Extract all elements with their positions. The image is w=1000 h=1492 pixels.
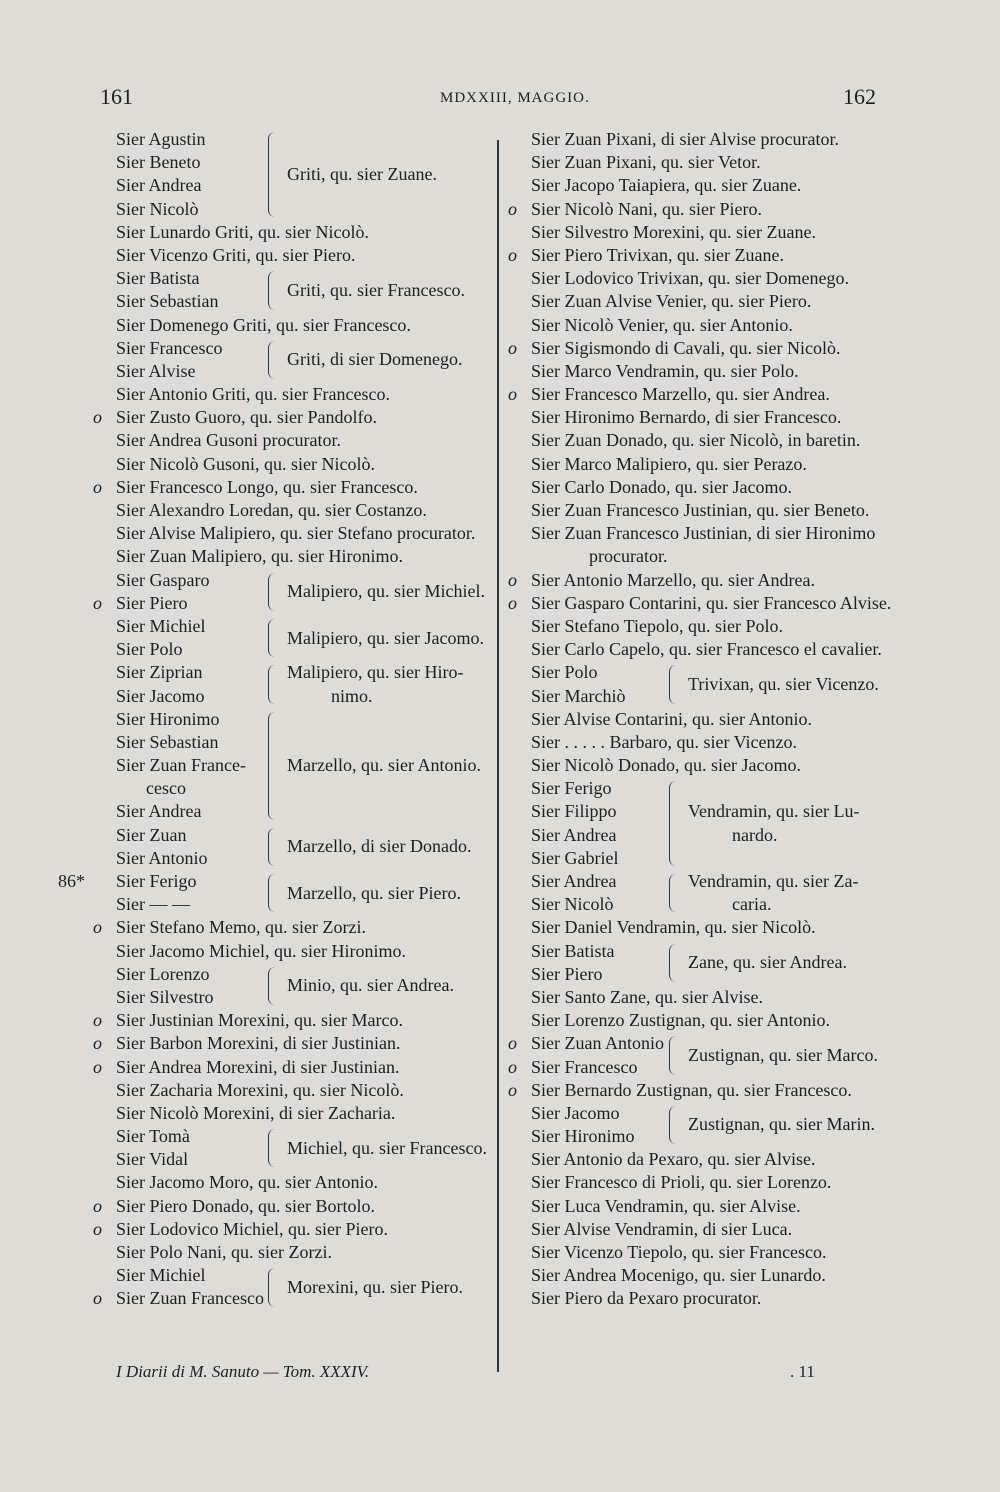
group-name: Sier Michiel bbox=[116, 615, 206, 636]
brace-text bbox=[281, 661, 463, 707]
group-name: Sier Batista bbox=[531, 940, 615, 961]
group-name: Sier Tomà bbox=[116, 1126, 190, 1147]
group-name: Sier Batista bbox=[116, 268, 200, 289]
entry-line: Sier Barbon Morexini, di sier Justinian. o bbox=[116, 1032, 496, 1055]
entry-marker: o bbox=[93, 1010, 102, 1031]
entry-line: Sier Vicenzo Griti, qu. sier Piero. bbox=[116, 244, 356, 265]
entry-line: Sier Marco Malipiero, qu. sier Perazo. bbox=[531, 453, 807, 474]
entry-line: Sier Lorenzo Zustignan, qu. sier Antonio. bbox=[531, 1010, 830, 1031]
group-name: Sier Piero bbox=[116, 592, 188, 613]
group-name: Sier Hironimo bbox=[531, 1126, 635, 1147]
entry-line: Sier Francesco Marzello, qu. sier Andrea. o bbox=[531, 383, 931, 406]
entry-group bbox=[531, 940, 931, 986]
brace-text: Griti, qu. sier Francesco. bbox=[287, 279, 465, 300]
group-name: Sier Vidal bbox=[116, 1149, 189, 1170]
brace-icon bbox=[268, 874, 281, 912]
brace-text bbox=[682, 800, 859, 846]
entry-line: Sier Jacomo Michiel, qu. sier Hironimo. bbox=[116, 940, 406, 961]
brace-text: Malipiero, qu. sier Michiel. bbox=[287, 581, 485, 602]
page-header bbox=[0, 84, 1000, 120]
brace-icon bbox=[268, 967, 281, 1005]
brace-icon bbox=[268, 1268, 281, 1306]
brace-icon bbox=[268, 271, 281, 309]
entry-line: Sier Alvise Vendramin, di sier Luca. bbox=[531, 1218, 793, 1239]
entry-line: Sier Zusto Guoro, qu. sier Pandolfo. o bbox=[116, 406, 496, 429]
entry-line: Sier Andrea Mocenigo, qu. sier Lunardo. bbox=[531, 1265, 826, 1286]
brace-icon bbox=[669, 1106, 682, 1144]
entry-group bbox=[531, 870, 931, 916]
group-name: Sier Ziprian bbox=[116, 662, 203, 683]
group-name: Sier Andrea bbox=[531, 824, 617, 845]
brace-block bbox=[669, 870, 858, 916]
brace-icon bbox=[669, 944, 682, 982]
group-name: Sier Francesco bbox=[531, 1056, 638, 1077]
group-name: Sier Agustin bbox=[116, 129, 206, 149]
brace-block bbox=[268, 708, 481, 824]
brace-block bbox=[268, 128, 437, 221]
entry-line: Sier Alvise Malipiero, qu. sier Stefano procurator. bbox=[116, 523, 476, 544]
entry-marker: o bbox=[508, 569, 517, 590]
entry-line: Sier Gasparo Contarini, qu. sier Francesco Alvise. o bbox=[531, 592, 931, 615]
entry-line: Sier Justinian Morexini, qu. sier Marco. o bbox=[116, 1009, 496, 1032]
brace-block bbox=[669, 1032, 878, 1078]
entry-line: Sier Stefano Memo, qu. sier Zorzi. o bbox=[116, 916, 496, 939]
entry-marker: o bbox=[508, 384, 517, 405]
entry-marker: o bbox=[93, 1033, 102, 1054]
entry-marker: o bbox=[508, 592, 517, 613]
brace-text bbox=[682, 870, 858, 916]
group-name: Sier Zuan Antonio bbox=[531, 1033, 664, 1054]
page-number-left: 161 bbox=[100, 84, 133, 109]
entry-line: Sier Nicolò Venier, qu. sier Antonio. bbox=[531, 314, 793, 335]
group-name: Sier Filippo bbox=[531, 801, 617, 822]
group-name: Sier Gabriel bbox=[531, 847, 619, 868]
entry-line: Sier Carlo Donado, qu. sier Jacomo. bbox=[531, 476, 792, 497]
entry-group bbox=[116, 963, 496, 1009]
group-name: Sier Sebastian bbox=[116, 291, 219, 312]
group-name: Sier Polo bbox=[531, 662, 598, 683]
entry-line: Sier Piero Donado, qu. sier Bortolo. o bbox=[116, 1195, 496, 1218]
entry-line: Sier Nicolò Nani, qu. sier Piero. o bbox=[531, 198, 931, 221]
entry-marker: o bbox=[93, 1195, 102, 1216]
group-name: Sier Lorenzo bbox=[116, 963, 210, 984]
entry-group bbox=[116, 1125, 496, 1171]
entry-group bbox=[116, 128, 496, 221]
entry-line: Sier Luca Vendramin, qu. sier Alvise. bbox=[531, 1195, 801, 1216]
entry-marker: o bbox=[93, 1218, 102, 1239]
brace-block bbox=[669, 777, 859, 870]
group-name: Sier Ferigo bbox=[116, 871, 197, 891]
brace-text: Griti, di sier Domenego. bbox=[287, 349, 463, 370]
entry-line: Sier Zuan Pixani, qu. sier Vetor. bbox=[531, 152, 761, 173]
entry-marker: o bbox=[508, 1033, 517, 1054]
brace-text: Minio, qu. sier Andrea. bbox=[287, 975, 454, 996]
brace-icon bbox=[669, 1036, 682, 1074]
entry-line: Sier Stefano Tiepolo, qu. sier Polo. bbox=[531, 615, 784, 636]
brace-block bbox=[268, 1264, 463, 1310]
entry-line: Sier Daniel Vendramin, qu. sier Nicolò. bbox=[531, 917, 816, 938]
brace-text: Trivixan, qu. sier Vicenzo. bbox=[688, 673, 879, 694]
entry-group bbox=[531, 661, 931, 707]
brace-text: Malipiero, qu. sier Jacomo. bbox=[287, 627, 484, 648]
brace-text-line: nardo. bbox=[732, 824, 778, 845]
brace-icon bbox=[268, 712, 281, 820]
entry-line: Sier Lunardo Griti, qu. sier Nicolò. bbox=[116, 221, 369, 242]
brace-text: Griti, qu. sier Zuane. bbox=[287, 163, 437, 184]
entry-line: Sier Zuan Malipiero, qu. sier Hironimo. bbox=[116, 546, 403, 567]
page-footer bbox=[0, 1362, 1000, 1390]
page-number-right: 162 bbox=[843, 84, 876, 109]
group-name: Sier Marchiò bbox=[531, 685, 626, 706]
group-name: Sier Beneto bbox=[116, 152, 201, 173]
brace-text: Marzello, qu. sier Piero. bbox=[287, 882, 461, 903]
entry-line: Sier Antonio Marzello, qu. sier Andrea. o bbox=[531, 569, 931, 592]
group-name: Sier Francesco bbox=[116, 337, 223, 358]
running-title: MDXXIII, MAGGIO. bbox=[440, 90, 590, 106]
entry-line: Sier Lodovico Michiel, qu. sier Piero. o bbox=[116, 1218, 496, 1241]
entry-group bbox=[58, 870, 496, 916]
group-name: Sier Jacomo bbox=[116, 685, 205, 706]
column-divider bbox=[497, 140, 499, 1372]
footer-signature: . 11 bbox=[790, 1362, 815, 1381]
entry-line: Sier Antonio Griti, qu. sier Francesco. bbox=[116, 384, 390, 405]
brace-icon bbox=[669, 781, 682, 866]
entry-marker: o bbox=[508, 198, 517, 219]
entry-line: Sier Antonio da Pexaro, qu. sier Alvise. bbox=[531, 1149, 816, 1170]
group-name: Sier Jacomo bbox=[531, 1102, 620, 1123]
entry-line: Sier Vicenzo Tiepolo, qu. sier Francesco. bbox=[531, 1242, 827, 1262]
group-name: Sier Andrea bbox=[116, 175, 202, 196]
entry-line: Sier Zuan Pixani, di sier Alvise procurator. bbox=[531, 129, 839, 149]
group-name: Sier Alvise bbox=[116, 360, 196, 381]
margin-note: 86* bbox=[58, 871, 85, 891]
group-name: Sier Zuan bbox=[116, 824, 187, 845]
brace-text-line: Vendramin, qu. sier Za- bbox=[688, 870, 859, 891]
entry-line: Sier Santo Zane, qu. sier Alvise. bbox=[531, 986, 763, 1007]
entry-marker: o bbox=[93, 407, 102, 428]
entry-line: Sier Marco Vendramin, qu. sier Polo. bbox=[531, 360, 799, 381]
entry-line: Sier . . . . . Barbaro, qu. sier Vicenzo. bbox=[531, 731, 798, 752]
brace-block bbox=[268, 661, 463, 707]
brace-text-line: Vendramin, qu. sier Lu- bbox=[688, 801, 860, 822]
group-name: Sier Antonio bbox=[116, 847, 208, 868]
entry-line: Sier Zuan Francesco Justinian, di sier Hironimo bbox=[531, 523, 876, 544]
group-name: Sier Nicolò bbox=[531, 894, 614, 915]
brace-block bbox=[268, 615, 484, 661]
entry-line: Sier Piero da Pexaro procurator. bbox=[531, 1288, 762, 1309]
brace-block bbox=[268, 963, 454, 1009]
group-name: Sier Andrea bbox=[116, 801, 202, 822]
group-name: Sier Michiel bbox=[116, 1265, 206, 1286]
group-name: Sier Silvestro bbox=[116, 986, 214, 1007]
entry-line: Sier Domenego Griti, qu. sier Francesco. bbox=[116, 314, 411, 335]
group-name: Sier Sebastian bbox=[116, 731, 219, 752]
entry-marker: o bbox=[508, 1079, 517, 1100]
entry-group bbox=[116, 267, 496, 313]
entry-line: Sier Andrea Gusoni procurator. bbox=[116, 430, 341, 451]
brace-block bbox=[268, 1125, 487, 1171]
brace-text: Zane, qu. sier Andrea. bbox=[688, 952, 847, 973]
entry-group bbox=[116, 708, 496, 824]
entry-line: Sier Piero Trivixan, qu. sier Zuane. o bbox=[531, 244, 931, 267]
brace-icon bbox=[268, 573, 281, 611]
brace-text: Zustignan, qu. sier Marco. bbox=[688, 1044, 878, 1065]
entry-line: Sier Sigismondo di Cavali, qu. sier Nicolò. o bbox=[531, 337, 931, 360]
entry-group bbox=[116, 661, 496, 707]
entry-group bbox=[93, 1264, 496, 1310]
entry-line: Sier Francesco di Prioli, qu. sier Lorenzo. bbox=[531, 1172, 832, 1193]
entry-marker: o bbox=[508, 244, 517, 265]
brace-block bbox=[268, 870, 461, 916]
group-name: Sier — — bbox=[116, 894, 190, 915]
right-column bbox=[508, 128, 931, 1311]
entry-line: Sier Jacomo Moro, qu. sier Antonio. bbox=[116, 1172, 378, 1193]
group-name: Sier Gasparo bbox=[116, 569, 210, 590]
brace-icon bbox=[669, 665, 682, 703]
brace-icon bbox=[268, 619, 281, 657]
brace-block bbox=[669, 940, 847, 986]
brace-icon bbox=[268, 341, 281, 379]
entry-line: Sier Zuan Donado, qu. sier Nicolò, in baretin. bbox=[531, 430, 861, 451]
entry-marker: o bbox=[93, 476, 102, 497]
group-name: Sier Piero bbox=[531, 963, 603, 984]
entry-group bbox=[93, 569, 496, 615]
entry-line: Sier Hironimo Bernardo, di sier Francesco. bbox=[531, 407, 842, 428]
entry-line: Sier Nicolò Gusoni, qu. sier Nicolò. bbox=[116, 453, 375, 474]
group-name: Sier Andrea bbox=[531, 871, 617, 891]
group-name: Sier Hironimo bbox=[116, 708, 220, 729]
brace-icon bbox=[268, 132, 281, 217]
entry-group bbox=[116, 824, 496, 870]
entry-marker: o bbox=[508, 1056, 517, 1077]
group-name: Sier Polo bbox=[116, 639, 183, 660]
entry-line: Sier Jacopo Taiapiera, qu. sier Zuane. bbox=[531, 175, 802, 196]
brace-text-line: Malipiero, qu. sier Hiro- bbox=[287, 662, 464, 683]
entry-line: Sier Francesco Longo, qu. sier Francesco. o bbox=[116, 476, 496, 499]
entry-marker: o bbox=[93, 917, 102, 938]
brace-block bbox=[268, 569, 485, 615]
entry-line: Sier Zacharia Morexini, qu. sier Nicolò. bbox=[116, 1079, 404, 1100]
entry-line: procurator. bbox=[589, 546, 668, 567]
brace-icon bbox=[268, 828, 281, 866]
entry-line: Sier Carlo Capelo, qu. sier Francesco el cavalier. bbox=[531, 639, 882, 660]
group-name: Sier Nicolò bbox=[116, 198, 199, 219]
brace-icon bbox=[268, 1129, 281, 1167]
entry-group bbox=[531, 1102, 931, 1148]
entry-marker: o bbox=[93, 1056, 102, 1077]
group-name: Sier Zuan France- bbox=[116, 755, 246, 776]
group-name: Sier Zuan Francesco bbox=[116, 1288, 264, 1309]
brace-text: Zustignan, qu. sier Marin. bbox=[688, 1114, 875, 1135]
entry-marker: o bbox=[508, 337, 517, 358]
brace-text: Marzello, di sier Donado. bbox=[287, 836, 472, 857]
brace-text: Marzello, qu. sier Antonio. bbox=[287, 755, 481, 776]
entry-group bbox=[531, 777, 931, 870]
group-name: cesco bbox=[146, 778, 186, 799]
entry-line: Sier Lodovico Trivixan, qu. sier Domenego. bbox=[531, 268, 849, 289]
footer-citation: I Diarii di M. Sanuto — Tom. XXXIV. bbox=[116, 1362, 370, 1381]
entry-line: Sier Alexandro Loredan, qu. sier Costanzo. bbox=[116, 500, 427, 520]
brace-block bbox=[669, 661, 879, 707]
entry-group bbox=[508, 1032, 931, 1078]
entry-marker: o bbox=[93, 1288, 102, 1309]
brace-text: Morexini, qu. sier Piero. bbox=[287, 1276, 463, 1297]
left-column bbox=[58, 128, 496, 1311]
entry-line: Sier Nicolò Morexini, di sier Zacharia. bbox=[116, 1102, 396, 1123]
entry-line: Sier Silvestro Morexini, qu. sier Zuane. bbox=[531, 221, 816, 242]
entry-group bbox=[116, 615, 496, 661]
brace-block bbox=[268, 267, 465, 313]
brace-block bbox=[268, 337, 462, 383]
entry-line: Sier Bernardo Zustignan, qu. sier Francesco. o bbox=[531, 1079, 931, 1102]
entry-line: Sier Polo Nani, qu. sier Zorzi. bbox=[116, 1242, 332, 1262]
group-name: Sier Ferigo bbox=[531, 778, 612, 799]
entry-line: Sier Andrea Morexini, di sier Justinian. o bbox=[116, 1056, 496, 1079]
brace-icon bbox=[669, 874, 682, 912]
entry-marker: o bbox=[93, 592, 102, 613]
entry-line: Sier Nicolò Donado, qu. sier Jacomo. bbox=[531, 755, 801, 776]
brace-icon bbox=[268, 665, 281, 703]
brace-text-line: nimo. bbox=[331, 685, 373, 706]
entry-line: Sier Alvise Contarini, qu. sier Antonio. bbox=[531, 708, 812, 729]
brace-block bbox=[669, 1102, 875, 1148]
entry-group bbox=[116, 337, 496, 383]
entry-line: Sier Zuan Alvise Venier, qu. sier Piero. bbox=[531, 291, 812, 312]
brace-text-line: caria. bbox=[732, 894, 772, 915]
entry-line: Sier Zuan Francesco Justinian, qu. sier Beneto. bbox=[531, 500, 870, 520]
brace-text: Michiel, qu. sier Francesco. bbox=[287, 1137, 487, 1158]
brace-block bbox=[268, 824, 471, 870]
